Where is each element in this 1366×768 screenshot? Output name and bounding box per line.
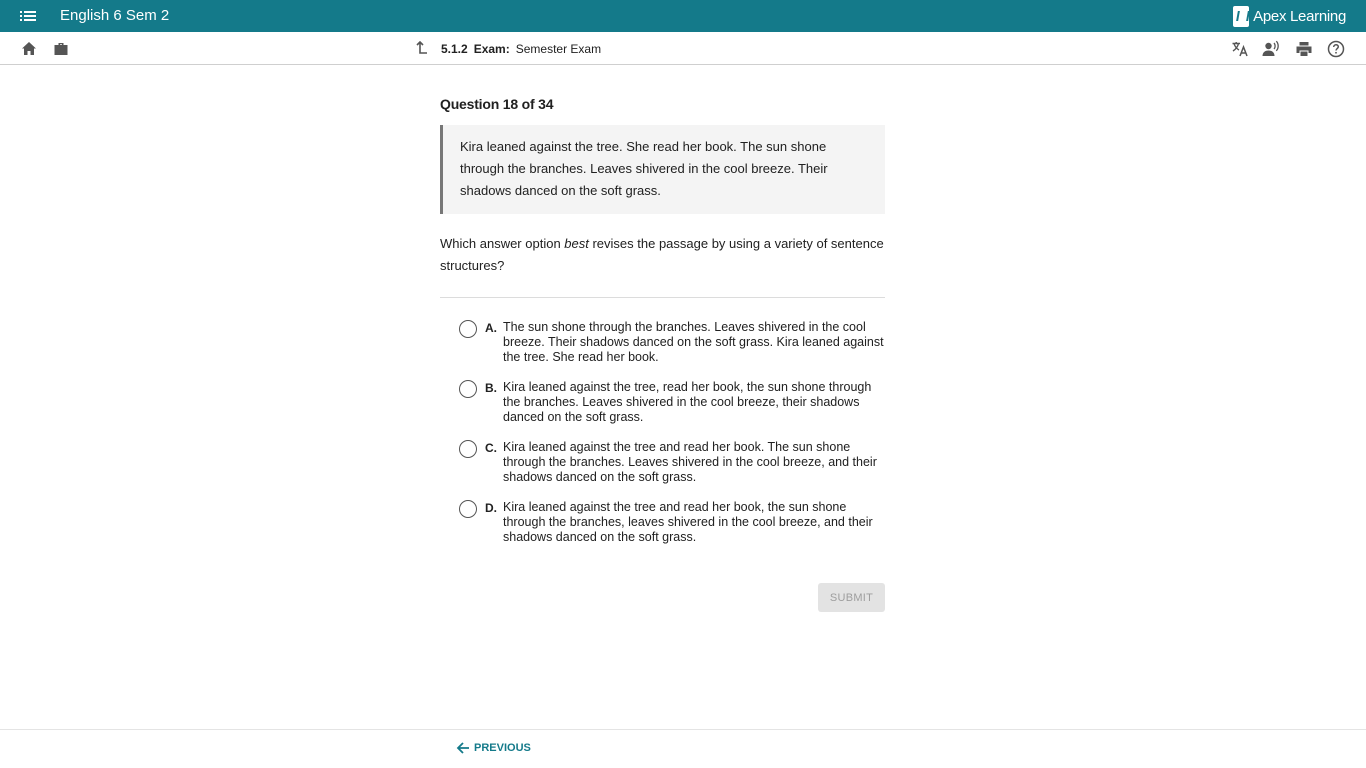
answer-option-a[interactable]: [440, 320, 885, 365]
list-menu-icon[interactable]: [20, 8, 38, 24]
radio-button[interactable]: [459, 440, 477, 458]
option-text: Kira leaned against the tree and read her book, the sun shone through the branches, leaves shivered in the cool breeze, and their shadows danced on the soft grass.: [503, 500, 873, 544]
radio-button[interactable]: [459, 320, 477, 338]
top-bar: [0, 0, 1366, 32]
brand-name: Apex Learning: [1253, 8, 1346, 25]
option-text: Kira leaned against the tree and read her book. The sun shone through the branches. Leaves shivered in the cool breeze, and their shadows danced on the soft grass.: [503, 440, 877, 484]
answer-option-b[interactable]: [440, 380, 885, 425]
activity-kind: Exam:: [473, 42, 510, 56]
passage-box: Kira leaned against the tree. She read her book. The sun shone through the branches. Leaves shivered in the cool breeze. Their shadows danced on the soft grass.: [440, 125, 885, 214]
briefcase-icon[interactable]: [52, 40, 70, 58]
question-panel: [440, 96, 885, 560]
read-aloud-icon[interactable]: [1262, 40, 1280, 58]
home-icon[interactable]: [20, 40, 38, 58]
option-letter: C.: [485, 441, 497, 455]
question-title: Question 18 of 34: [440, 96, 554, 112]
prompt-text-start: Which answer option: [440, 236, 565, 251]
answer-option-c[interactable]: [440, 440, 885, 485]
answer-options: [440, 320, 885, 545]
option-letter: D.: [485, 501, 497, 515]
course-title: English 6 Sem 2: [60, 7, 170, 24]
translate-icon[interactable]: [1231, 40, 1249, 58]
option-text: Kira leaned against the tree, read her book, the sun shone through the branches. Leaves shivered in the cool breeze, their shadows danced on the soft grass.: [503, 380, 872, 424]
question-prompt: [440, 233, 885, 277]
option-text: The sun shone through the branches. Leaves shivered in the cool breeze. Their shadows danced on the soft grass. Kira leaned against the tree. She read her book.: [503, 320, 884, 364]
radio-button[interactable]: [459, 500, 477, 518]
print-icon[interactable]: [1295, 40, 1313, 58]
activity-name: Semester Exam: [515, 42, 602, 56]
up-level-icon[interactable]: [413, 41, 429, 57]
toolbar: [0, 32, 1366, 65]
option-letter: B.: [485, 381, 497, 395]
previous-button[interactable]: [456, 741, 531, 755]
breadcrumb: [413, 41, 601, 57]
radio-button[interactable]: [459, 380, 477, 398]
brand-logo: [1233, 6, 1346, 27]
divider: [440, 297, 885, 298]
option-letter: A.: [485, 321, 497, 335]
footer-bar: [0, 729, 1366, 768]
apex-logo-icon: [1233, 6, 1249, 27]
answer-option-d[interactable]: [440, 500, 885, 545]
prompt-text-end: revises the passage by using a variety of sentence structures?: [440, 236, 884, 273]
submit-button[interactable]: SUBMIT: [818, 583, 885, 612]
arrow-left-icon: [456, 741, 470, 755]
help-icon[interactable]: [1327, 40, 1345, 58]
previous-label: PREVIOUS: [474, 742, 531, 754]
prompt-emphasis: best: [564, 236, 589, 251]
lesson-number: 5.1.2: [441, 42, 468, 56]
